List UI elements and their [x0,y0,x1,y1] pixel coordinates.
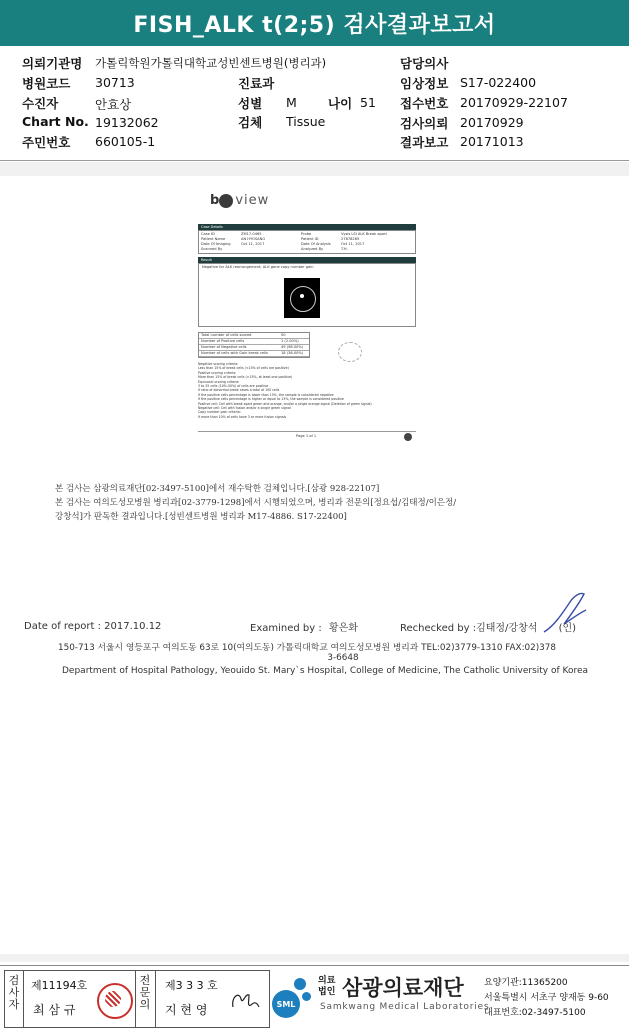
receipt-value: 20170929-22107 [460,95,568,110]
patient-label: 수진자 [22,96,59,111]
result-label: 결과보고 [400,135,449,150]
note-line: 3 to 25 cells (10%-50%) of cells are positive [198,384,269,389]
count-row [199,351,309,357]
org-prefix: 의료 법인 [318,976,336,997]
korean-notes [55,482,575,524]
inspector-vertical: 검 사 자 [8,974,20,1011]
department-english: Department of Hospital Pathology, Yeouido St. Mary`s Hospital, College of Medicine, The Catholic University of Korea [62,666,589,676]
count-cell: 1 (2.00%) [281,339,299,343]
hospital-code-value: 30713 [95,75,135,90]
cell-diagram [338,342,362,362]
receipt-label: 접수번호 [400,96,449,111]
chart-value: 19132062 [95,115,159,130]
sml-logo-icon [272,972,314,1022]
hospital-code-label: 병원코드 [22,76,71,91]
rechecked-label: Rechecked by : [400,623,477,634]
case-cell: Probe [301,232,312,236]
resident-value: 660105-1 [95,134,156,149]
count-cell: 18 (36.00%) [281,351,304,355]
note-line: If more than 10% of cells have 3 or more fusion signals [198,414,287,419]
note-line: If ratio of abnormal break cases a total of 100 cells [198,388,280,393]
note-line: Equivocal scoring criteria: [198,379,240,384]
bioview-logo-icon [219,194,233,208]
case-cell: ZM17-0465 [241,232,262,236]
result-text: Negative for ALK rearrangement; ALK gene copy number gain [202,265,314,269]
case-cell: Patient Name [201,237,226,241]
institution-label: 의뢰기관명 [22,56,83,71]
inspector-seal-icon [97,983,133,1019]
age-label: 나이 [328,96,353,111]
care-code: 요양기관:11365200 [484,978,568,988]
case-cell: Patient ID [301,237,319,241]
count-cell: Number of Negative cells [201,345,247,349]
note-line: If the positive cells percentage is lower than 15%, the sample is considered negative [198,392,334,397]
case-cell: T.H. [341,247,348,251]
case-cell: AN HYOSANG [241,237,266,241]
request-value: 20170929 [460,115,524,130]
clinical-info-label: 임상정보 [400,76,449,91]
address-line: 150-713 서울시 영등포구 여의도동 63로 10(여의도동) 가톨릭대학교 여의도성모병원 병리과 TEL:02)3779-1310 FAX:02)378 [58,643,556,653]
institution-value: 가톨릭학원가톨릭대학교성빈센트병원(병리과) [95,56,327,70]
count-cell: Total number of cells scored [201,333,252,337]
sex-label: 성별 [238,96,263,111]
result-box [198,263,416,327]
specialist-number: 제3 3 3 호 [165,979,218,992]
note-line: Negative cell: Cell with fusion and/or a single green signal [198,406,291,411]
inspector-number: 제11194호 [31,979,88,992]
patient-value: 안효상 [95,97,132,112]
rechecked-value: 김태정/강창석 [476,623,538,634]
count-cell: Number of cells with Gain break cells [201,351,268,355]
signatures-box [4,970,270,1028]
specimen-value: Tissue [286,114,326,129]
department-label: 진료과 [238,76,275,91]
count-cell: Number of Positive cells [201,339,245,343]
report-title: FISH_ALK t(2;5) 검사결과보고서 [0,0,629,46]
case-cell: Vysis LSI ALK Break apart [341,232,387,236]
case-cell: 27878265 [341,237,360,241]
specialist-vertical: 전 문 의 [139,974,151,1011]
fish-image [284,278,320,318]
case-cell: Oct 11, 2017 [341,242,365,246]
clinical-info-value: S17-022400 [460,75,537,90]
case-cell: Case ID [201,232,215,236]
case-details-header: Case Details [198,224,416,230]
examined-by [250,619,358,634]
result-header: Result [198,257,416,263]
address [58,640,588,663]
count-cell: 49 (98.00%) [281,345,304,349]
sml-mark: SML [272,990,300,1018]
date-of-report: Date of report : 2017.10.12 [24,621,162,632]
note-line: Positive scoring criteria: [198,370,237,375]
case-cell: Oct 11, 2017 [241,242,265,246]
case-cell: Scanned By [201,247,223,251]
case-row [201,247,413,252]
page-number: Page 1 of 1 [296,434,317,439]
org-phone: 대표번호:02-3497-5100 [484,1008,586,1018]
inspector-name: 최 삼 규 [33,1003,76,1017]
case-cell [241,247,301,252]
address-line-2: 3-6648 [327,653,359,663]
specialist-name: 지 현 영 [165,1003,208,1017]
note-line-1: 본 검사는 삼광의료재단[02-3497-5100]에서 재수탁한 검체입니다.[삼광 928-22107] [55,484,380,494]
report-page-footer [198,431,416,442]
note-line-3: 강창석]가 판독한 결과입니다.[성빈센트병원 병리과 M17-4886. S17-22400] [55,512,347,522]
specialist-signature [227,985,263,1015]
age-value: 51 [360,95,376,110]
org-address: 서울특별시 서초구 양재동 9-60 [484,993,609,1003]
note-line-2: 본 검사는 여의도성모병원 병리과[02-3779-1298]에서 시행되었으며, 병리과 전문의[정요섭/김태정/이은정/ [55,498,457,508]
case-details-table [198,230,416,254]
note-line: Positive cell: Cell with break apart green and orange, and/or a single orange signal (Deletion of green signal) [198,401,372,406]
bioview-logo: b view [210,193,270,208]
doctor-label: 담당의사 [400,56,449,71]
bottom-divider [0,965,629,966]
chart-label: Chart No. [22,114,89,129]
resident-label: 주민번호 [22,135,71,150]
note-line: More than 15% of break cells (>15%, at least one positive) [198,375,293,380]
org-contact [484,976,629,1021]
org-name-english: Samkwang Medical Laboratories [320,1002,490,1012]
case-cell: Date Of Imaging [201,242,231,246]
case-cell: Analyzed By [301,247,324,251]
examined-label: Examined by : [250,623,322,634]
signature [540,588,590,638]
cell-count-table [198,332,310,358]
count-cell: 50 [281,333,286,337]
note-line: Copy number gain criteria: [198,410,241,415]
seal-mark: (인) [558,623,577,634]
result-value: 20171013 [460,134,524,149]
note-line: If the positive cells percentage is higher or equal to 15%, the sample is considered positive [198,397,344,402]
note-line: Negative scoring criteria: [198,362,239,366]
org-name: 삼광의료재단 [342,976,464,1000]
bioview-small-logo-icon [404,433,412,441]
case-cell: Date Of Analysis [301,242,331,246]
scoring-notes [198,362,416,419]
embedded-report [198,224,416,504]
note-line: Less than 15% of break cells (<15% of cells are positive) [198,366,289,371]
specimen-label: 검체 [238,115,263,130]
examined-value: 황은화 [328,623,358,634]
sex-value: M [286,95,297,110]
request-label: 검사의뢰 [400,116,449,131]
header-divider [0,160,629,161]
